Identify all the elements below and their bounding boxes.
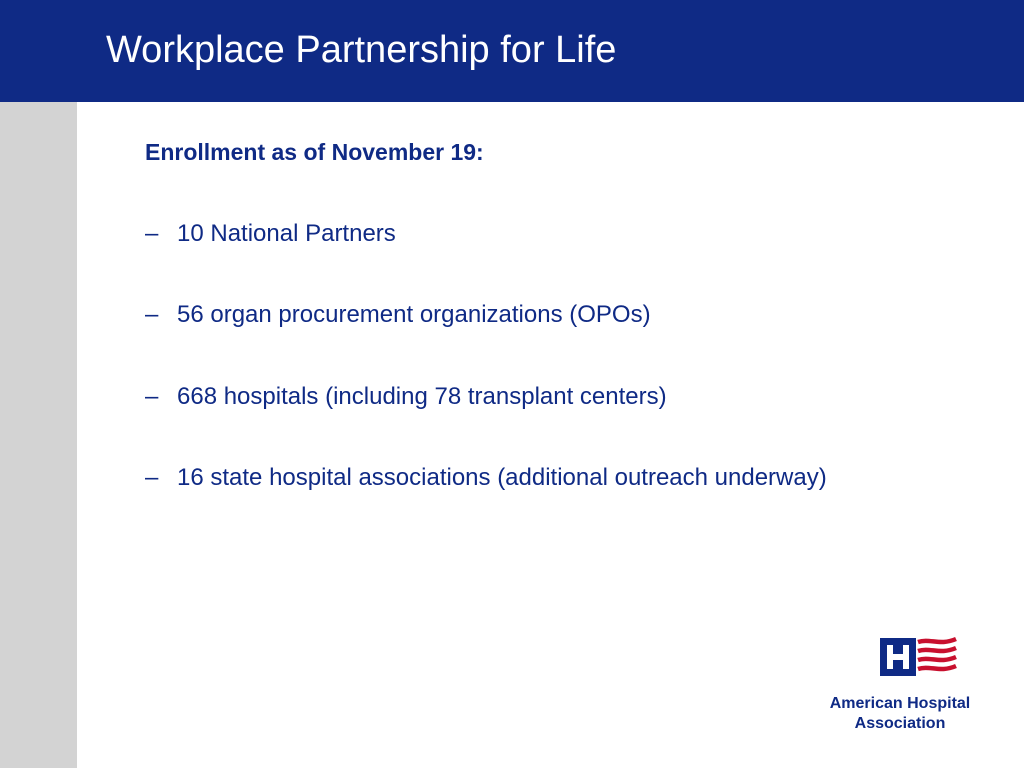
- list-item-text: 56 organ procurement organizations (OPOs): [177, 301, 651, 328]
- list-item-text: 668 hospitals (including 78 transplant centers): [177, 382, 667, 410]
- bullet-dash: –: [145, 464, 159, 491]
- logo-line-2: Association: [854, 715, 946, 732]
- list-item-text: 16 state hospital associations (additional outreach underway): [177, 464, 827, 491]
- bullet-dash: –: [145, 219, 159, 247]
- list-item: [145, 298, 1005, 332]
- list-item: [145, 217, 1005, 251]
- slide-title: Workplace Partnership for Life: [106, 29, 617, 71]
- aha-logo-text: [814, 694, 986, 734]
- list-item: [145, 461, 1005, 495]
- left-stripe: [0, 102, 77, 768]
- enrollment-subheading: Enrollment as of November 19:: [145, 139, 484, 165]
- slide-content: [145, 135, 1005, 495]
- header-bar: [0, 0, 1024, 102]
- bullet-dash: –: [145, 382, 159, 410]
- aha-h-flag-icon: [880, 636, 958, 678]
- list-item-text: 10 National Partners: [177, 219, 396, 247]
- bullet-dash: –: [145, 301, 159, 328]
- logo-line-1: American Hospital: [829, 695, 971, 712]
- enrollment-list: [145, 217, 1005, 496]
- aha-logo: [814, 636, 986, 736]
- list-item: [145, 380, 1005, 414]
